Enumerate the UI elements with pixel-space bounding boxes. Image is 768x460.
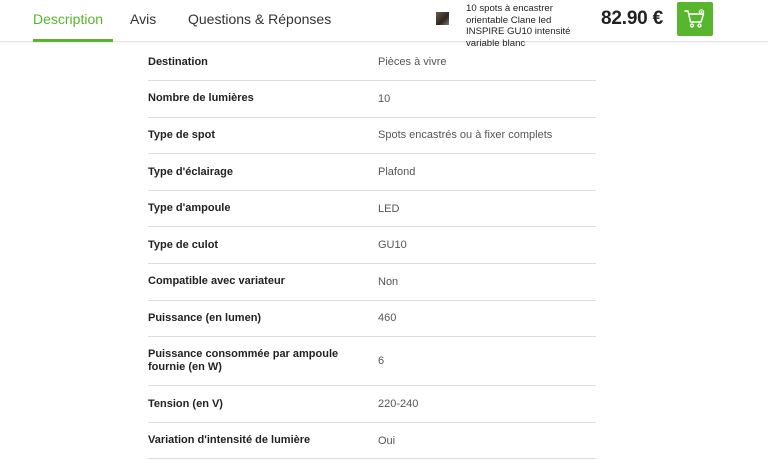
spec-row-tension <box>148 386 596 423</box>
spec-label: Puissance (en lumen) <box>148 300 378 337</box>
spec-row-puissance-lumen <box>148 300 596 337</box>
spec-label: Type de culot <box>148 227 378 264</box>
shopping-cart-icon <box>684 9 706 29</box>
tab-questions-reponses[interactable]: Questions & Réponses <box>188 11 332 27</box>
spec-value: Oui <box>378 422 596 459</box>
spec-row-type-ampoule <box>148 190 596 227</box>
spec-row-variation-intensite <box>148 422 596 459</box>
spec-label: Type d'ampoule <box>148 190 378 227</box>
spec-row-destination <box>148 44 596 81</box>
spec-label: Type de spot <box>148 117 378 154</box>
spec-value: Spots encastrés ou à fixer complets <box>378 117 596 154</box>
add-to-cart-button[interactable] <box>677 2 713 36</box>
product-name: 10 spots à encastrer orientable Clane led INSPIRE GU10 intensité variable blanc <box>466 3 571 49</box>
spec-value: Pièces à vivre <box>378 44 596 81</box>
spec-value: 220-240 <box>378 386 596 423</box>
product-specifications-table <box>148 44 596 459</box>
spec-value: Non <box>378 264 596 301</box>
spec-label: Destination <box>148 44 378 81</box>
product-thumbnail[interactable] <box>436 12 449 25</box>
spec-row-compatible-variateur <box>148 264 596 301</box>
spec-row-type-spot <box>148 117 596 154</box>
spec-value: 460 <box>378 300 596 337</box>
spec-label: Tension (en V) <box>148 386 378 423</box>
spec-label: Nombre de lumières <box>148 81 378 118</box>
spec-row-puissance-consommee <box>148 337 596 386</box>
spec-label: Variation d'intensité de lumière <box>148 422 378 459</box>
spec-value: GU10 <box>378 227 596 264</box>
spec-label: Puissance consommée par ampoule fournie (en W) <box>148 337 378 386</box>
spec-label: Type d'éclairage <box>148 154 378 191</box>
spec-row-nombre-lumieres <box>148 81 596 118</box>
spec-value: Plafond <box>378 154 596 191</box>
spec-label: Compatible avec variateur <box>148 264 378 301</box>
spec-value: 10 <box>378 81 596 118</box>
tab-description[interactable]: Description <box>33 0 113 42</box>
product-sticky-header <box>0 0 768 49</box>
spec-row-type-culot <box>148 227 596 264</box>
product-price: 82.90 € <box>601 8 663 29</box>
tab-avis[interactable]: Avis <box>130 11 157 27</box>
spec-row-type-eclairage <box>148 154 596 191</box>
spec-value: LED <box>378 190 596 227</box>
spec-value: 6 <box>378 337 596 386</box>
